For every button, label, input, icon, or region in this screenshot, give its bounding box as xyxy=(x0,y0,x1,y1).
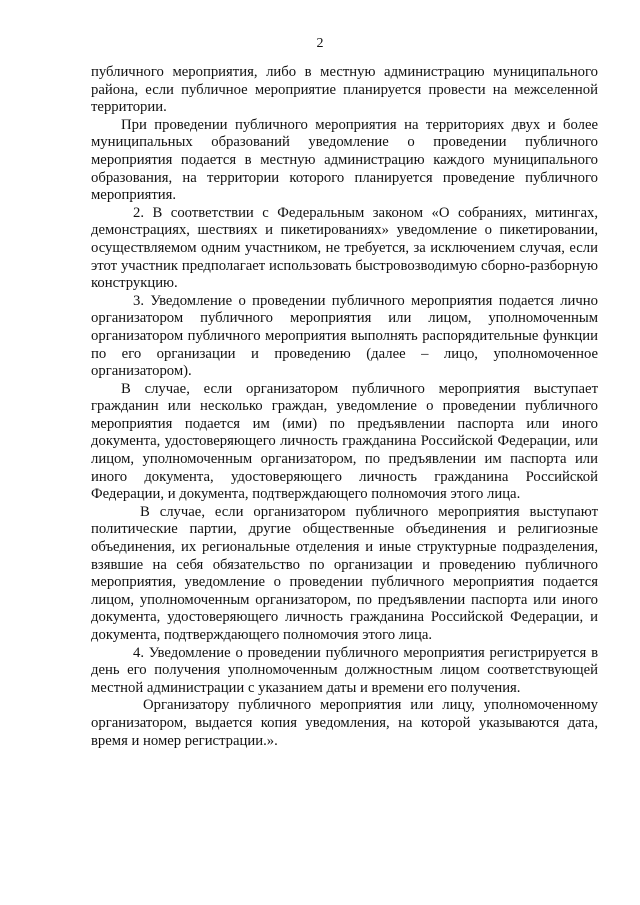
paragraph-multiple-municipalities: При проведении публичного мероприятия на территориях двух и более муниципальных образований уведомление о проведении публичного мероприятия подается в местную администрацию каждого муниципального образования, на территории которого планируется проведение публичного мероприятия. xyxy=(91,116,598,204)
paragraph-party-organizer: В случае, если организатором публичного мероприятия выступают политические партии, другие общественные объединения и религиозные объединения, их региональные отделения и иные структурные подразделения, взявшие на себя обязательство по организации и проведению публичного мероприятия, уведомление о проведении публичного мероприятия подается лицом, уполномоченным организатором, по предъявлении паспорта или иного документа, удостоверяющего личность гражданина Российской Федерации, и документа, подтверждающего полномочия этого лица. xyxy=(91,503,598,643)
paragraph-copy-issued: Организатору публичного мероприятия или лицу, уполномоченному организатором, выдается копия уведомления, на которой указываются дата, время и номер регистрации.». xyxy=(91,697,598,749)
document-body xyxy=(91,64,598,750)
paragraph-item-4: 4. Уведомление о проведении публичного мероприятия регистрируется в день его получения уполномоченным должностным лицом соответствующей местной администрации с указанием даты и времени его получения. xyxy=(91,644,598,696)
paragraph-item-2: 2. В соответствии с Федеральным законом «О собраниях, митингах, демонстрациях, шествиях и пикетированиях» уведомление о пикетировании, осуществляемом одним участником, не требуется, за исключением случая, если этот участник предполагает использовать быстровозводимую сборно-разборную конструкцию. xyxy=(91,204,598,292)
paragraph-continuation: публичного мероприятия, либо в местную администрацию муниципального района, если публичное мероприятие планируется провести на межселенной территории. xyxy=(91,64,598,116)
page-number: 2 xyxy=(316,36,324,51)
paragraph-item-3: 3. Уведомление о проведении публичного мероприятия подается лично организатором публичного мероприятия или лицом, уполномоченным организатором публичного мероприятия выполнять распорядительные функции по его организации и проведению (далее – лицо, уполномоченное организатором). xyxy=(91,292,598,380)
paragraph-citizen-organizer: В случае, если организатором публичного мероприятия выступает гражданин или несколько граждан, уведомление о проведении публичного мероприятия подается им (ими) по предъявлении паспорта или иного документа, удостоверяющего личность гражданина Российской Федерации, или лицом, уполномоченным организатором, по предъявлении им паспорта или иного документа, удостоверяющего личность гражданина Российской Федерации, и документа, подтверждающего полномочия этого лица. xyxy=(91,380,598,503)
